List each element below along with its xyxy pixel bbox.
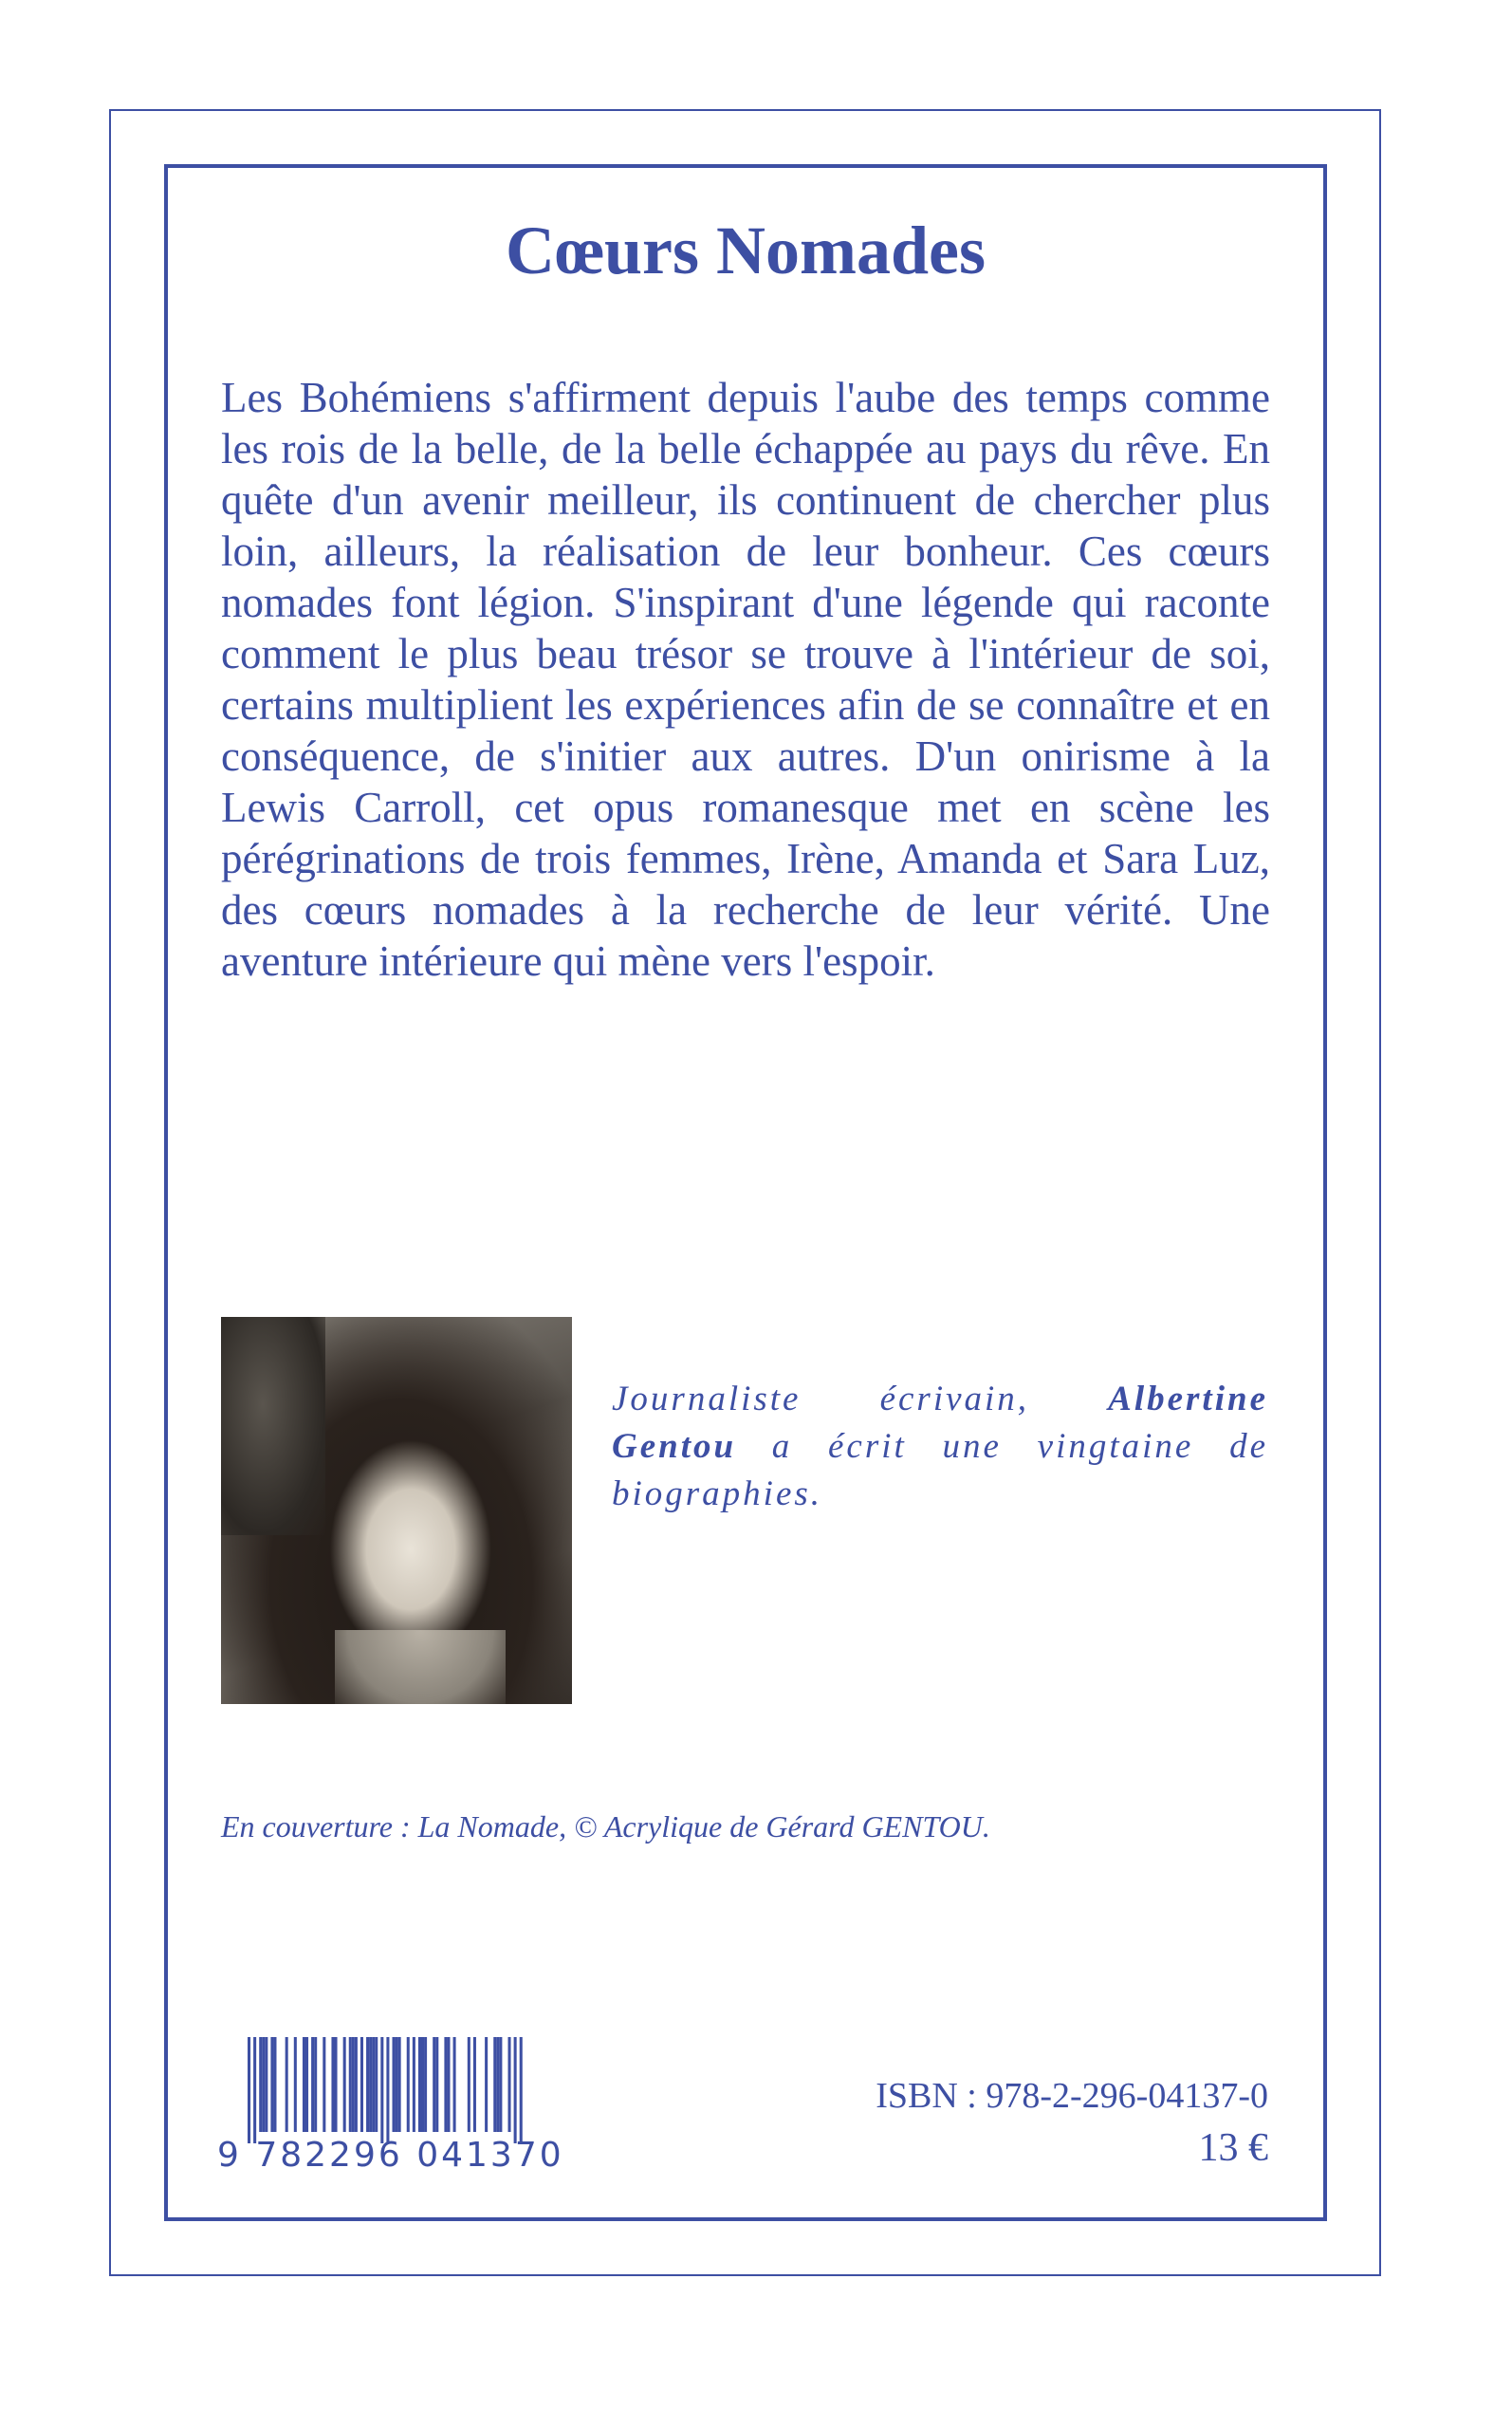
barcode-bar-37	[444, 2037, 447, 2132]
barcode-bar-20	[360, 2037, 363, 2132]
barcode-bars	[217, 2037, 554, 2143]
barcode-bar-29	[398, 2037, 401, 2132]
barcode-bar-0	[248, 2037, 250, 2143]
barcode-bar-18	[352, 2037, 355, 2132]
barcode-bar-43	[493, 2037, 496, 2132]
barcode-bar-5	[270, 2037, 273, 2132]
barcode-digits: 9 782296 041370	[217, 2136, 564, 2175]
author-name: Albertine Gentou	[612, 1380, 1268, 1466]
barcode-bar-28	[396, 2037, 398, 2132]
barcode-bar-2	[259, 2037, 262, 2132]
author-bio	[612, 1376, 1268, 1518]
barcode-bar-34	[424, 2037, 427, 2132]
barcode-bar-21	[366, 2037, 369, 2132]
price: 13 €	[1198, 2126, 1268, 2170]
author-bio-suffix: a écrit une vingtaine de biographies.	[612, 1427, 1268, 1513]
barcode-bar-24	[375, 2037, 378, 2132]
barcode-bar-16	[343, 2037, 346, 2132]
barcode-bar-38	[447, 2037, 450, 2132]
barcode-bar-22	[369, 2037, 372, 2132]
barcode-bar-46	[508, 2037, 511, 2132]
book-title: Cœurs Nomades	[505, 213, 986, 288]
isbn-number: ISBN : 978-2-296-04137-0	[876, 2076, 1268, 2116]
barcode-bar-19	[355, 2037, 358, 2132]
author-photo	[221, 1317, 572, 1704]
barcode-bar-1	[253, 2037, 256, 2143]
barcode-bar-14	[331, 2037, 334, 2132]
barcode-bar-30	[407, 2037, 410, 2132]
barcode-bar-8	[294, 2037, 297, 2132]
barcode-bar-47	[514, 2037, 517, 2143]
barcode-bar-23	[372, 2037, 375, 2132]
barcode-bar-12	[314, 2037, 317, 2132]
barcode-bar-10	[305, 2037, 308, 2132]
barcode-bar-31	[413, 2037, 415, 2132]
barcode-bar-42	[485, 2037, 488, 2132]
barcode-bar-15	[335, 2037, 338, 2132]
barcode-bar-11	[311, 2037, 314, 2132]
barcode-bar-4	[265, 2037, 267, 2132]
barcode	[217, 2037, 564, 2177]
barcode-bar-48	[520, 2037, 523, 2143]
barcode-bar-13	[323, 2037, 325, 2132]
barcode-bar-26	[386, 2037, 389, 2143]
barcode-bar-9	[303, 2037, 305, 2132]
barcode-bar-25	[380, 2037, 383, 2143]
barcode-bar-41	[473, 2037, 476, 2132]
barcode-bar-17	[349, 2037, 352, 2132]
barcode-bar-45	[499, 2037, 502, 2132]
barcode-bar-39	[453, 2037, 456, 2132]
barcode-bar-6	[273, 2037, 276, 2132]
barcode-bar-32	[418, 2037, 421, 2132]
barcode-bar-3	[262, 2037, 265, 2132]
photo-collar	[335, 1630, 506, 1704]
barcode-bar-44	[496, 2037, 499, 2132]
barcode-bar-36	[435, 2037, 438, 2132]
barcode-bar-33	[421, 2037, 424, 2132]
author-bio-prefix: Journaliste écrivain,	[612, 1380, 1109, 1418]
barcode-bar-35	[433, 2037, 435, 2132]
back-cover-blurb: Les Bohémiens s'affirment depuis l'aube des temps comme les rois de la belle, de la belle échappée au pays du rêve. En quête d'un avenir meilleur, ils continuent de chercher plus loin, ailleurs, la réalisation de leur bonheur. Ces cœurs nomades font légion. S'inspirant d'une légende qui raconte comment le plus beau trésor se trouve à l'intérieur de soi, certains multiplient les expériences afin de se connaître et en conséquence, de s'initier aux autres. D'un onirisme à la Lewis Carroll, cet opus romanesque met en scène les pérégrinations de trois femmes, Irène, Amanda et Sara Luz, des cœurs nomades à la recherche de leur vérité. Une aventure intérieure qui mène vers l'espoir.	[221, 374, 1270, 985]
cover-credit: En couverture : La Nomade, © Acrylique de Gérard GENTOU.	[221, 1809, 990, 1844]
photo-background-foliage	[221, 1317, 325, 1535]
barcode-bar-7	[286, 2037, 288, 2132]
barcode-bar-40	[468, 2037, 470, 2132]
barcode-bar-27	[393, 2037, 396, 2132]
